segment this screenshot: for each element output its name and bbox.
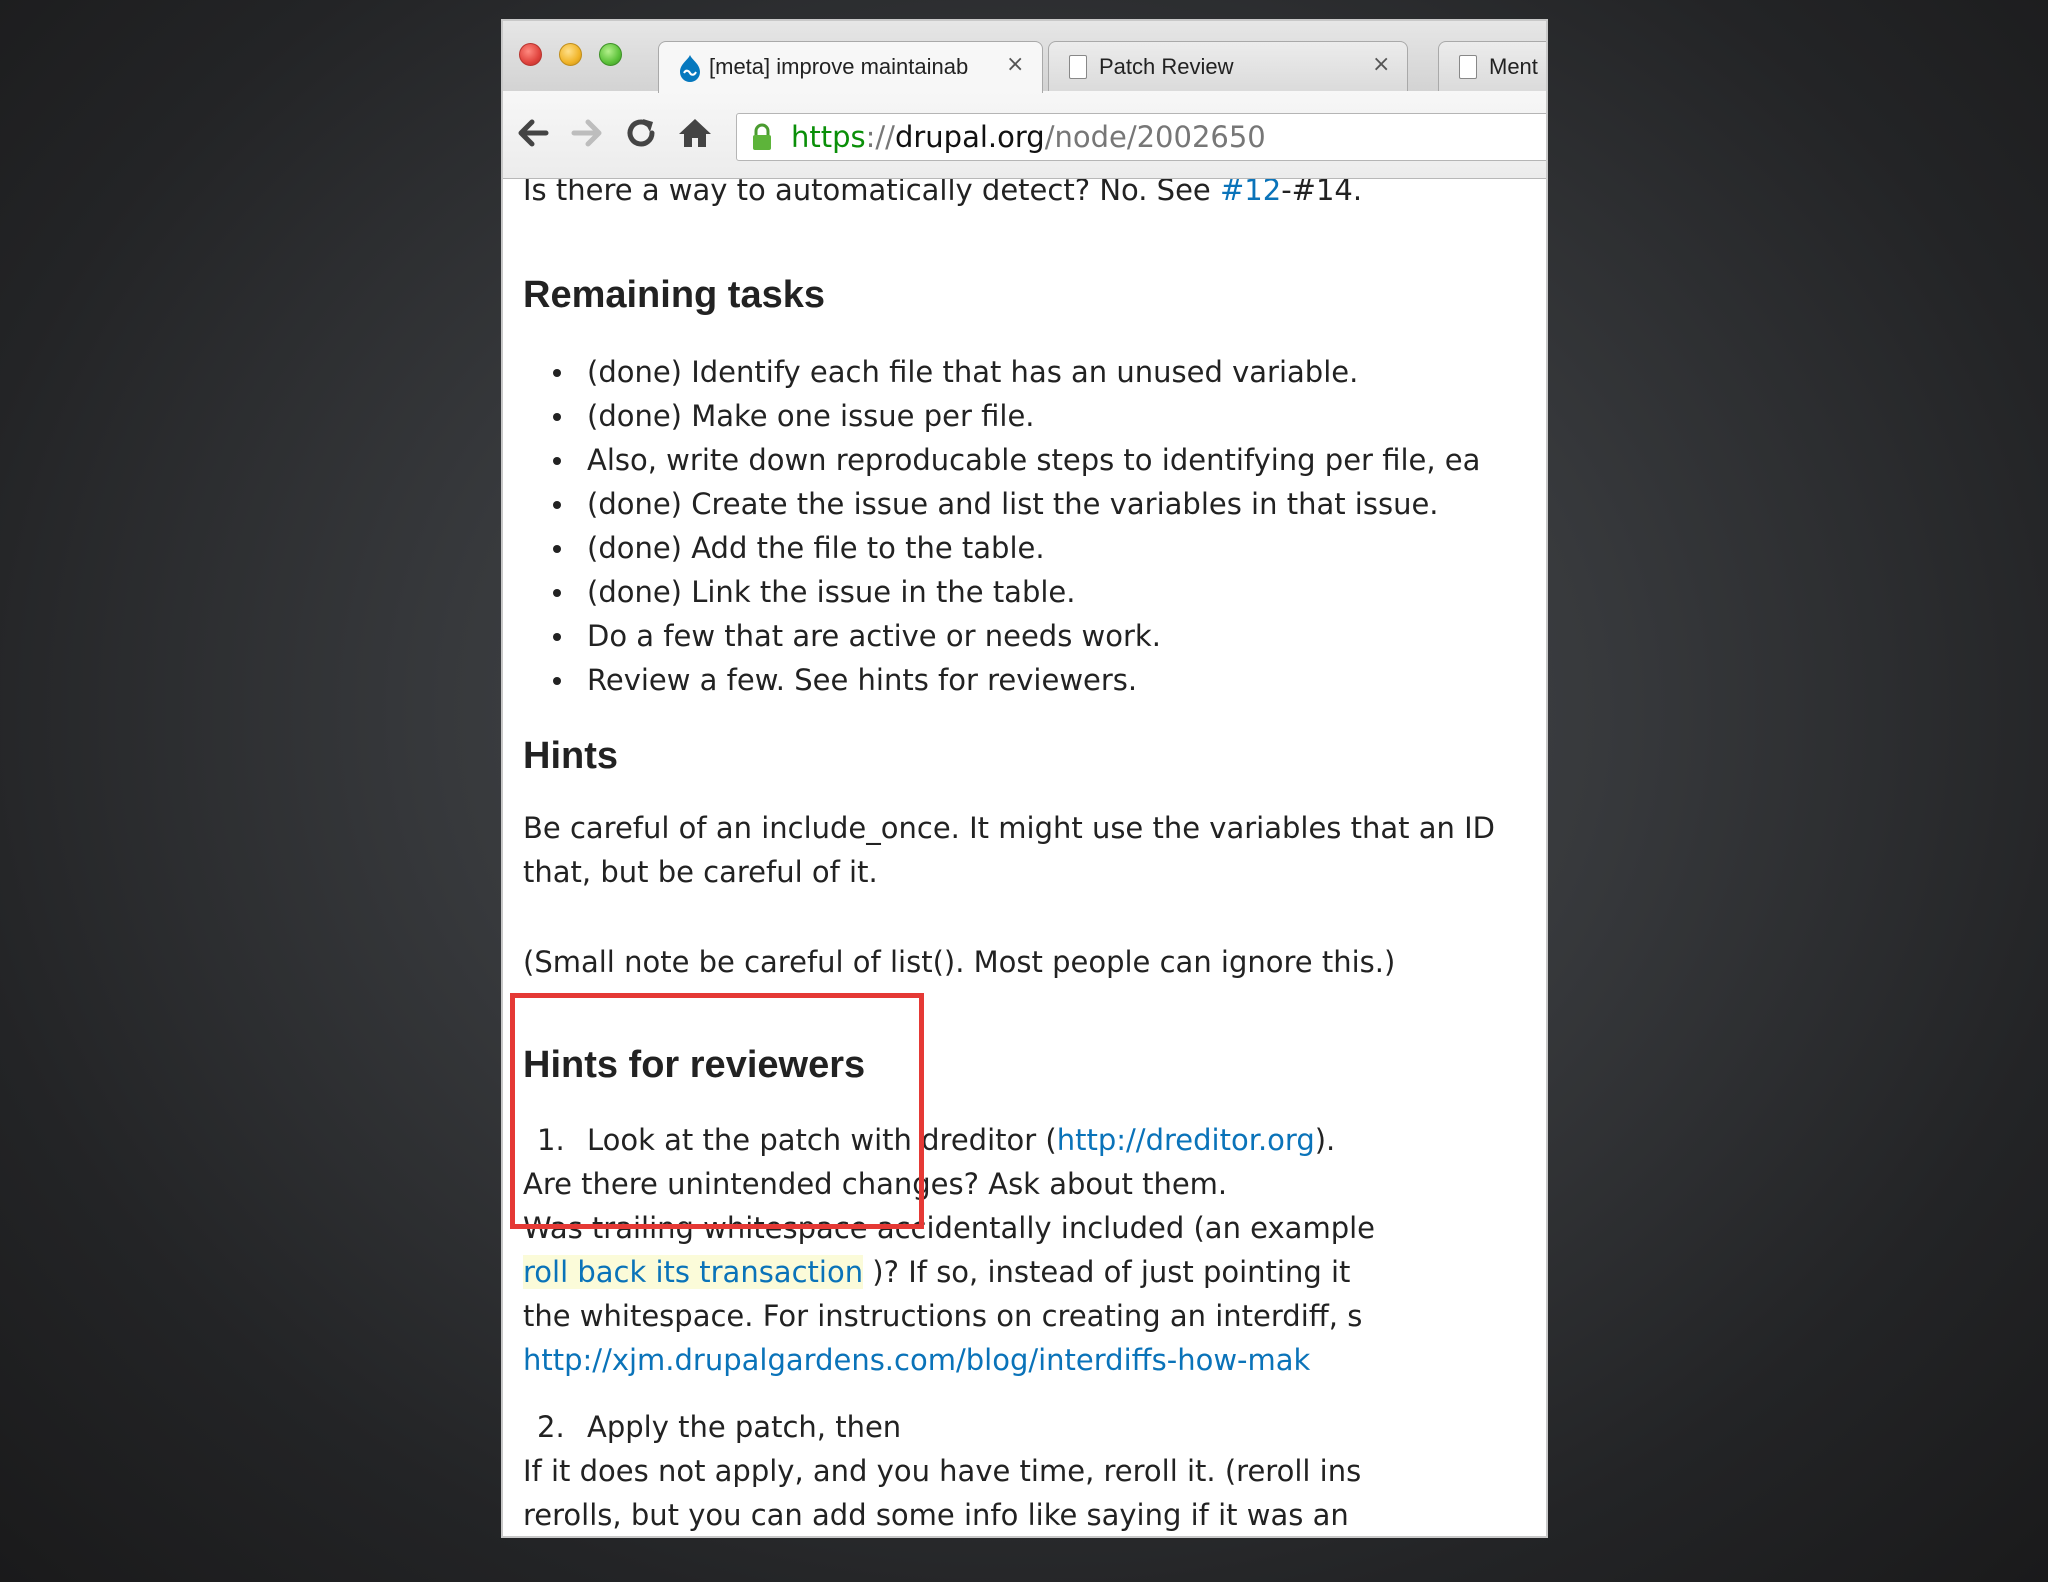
forward-arrow-icon[interactable] xyxy=(567,113,607,153)
back-arrow-icon[interactable] xyxy=(513,113,553,153)
close-tab-icon[interactable]: × xyxy=(1372,52,1391,77)
list-item: (done) Make one issue per file. xyxy=(523,394,1480,438)
tab-patch-review[interactable] xyxy=(1048,41,1408,93)
list-item: Also, write down reproducable steps to identifying per file, ea xyxy=(523,438,1480,482)
step-text: Look at the patch with dreditor (http://dreditor.org). xyxy=(587,1123,1336,1157)
page-viewport[interactable] xyxy=(503,179,1546,1538)
browser-toolbar xyxy=(503,91,1546,179)
interdiff-blog-link[interactable]: http://xjm.drupalgardens.com/blog/interdiffs-how-mak xyxy=(523,1343,1311,1377)
tab-ment[interactable] xyxy=(1438,41,1548,93)
hints-paragraph-line: Be careful of an include_once. It might use the variables that an ID xyxy=(523,811,1495,845)
hints-paragraph-line: that, but be careful of it. xyxy=(523,855,878,889)
comment-12-link[interactable]: #12 xyxy=(1220,179,1282,207)
tab-title: Patch Review xyxy=(1099,54,1234,79)
remaining-tasks-list xyxy=(523,350,1480,702)
list-item: (done) Link the issue in the table. xyxy=(523,570,1480,614)
url-scheme: https xyxy=(791,120,866,154)
hints-heading: Hints xyxy=(523,735,618,777)
list-item: (done) Create the issue and list the variables in that issue. xyxy=(523,482,1480,526)
sub-list-item-continued: rerolls, but you can add some info like saying if it was an xyxy=(523,1498,1349,1532)
sub-list-item-continued: roll back its transaction )? If so, instead of just pointing it xyxy=(523,1255,1351,1289)
url-path: /node/2002650 xyxy=(1044,120,1266,154)
list-item: (done) Identify each file that has an unused variable. xyxy=(523,350,1480,394)
page-icon xyxy=(1069,55,1087,79)
browser-window xyxy=(501,19,1548,1538)
sub-list-item: Was trailing whitespace accidentally included (an example xyxy=(523,1211,1376,1245)
step-number: 2. xyxy=(537,1410,565,1444)
lock-icon xyxy=(751,122,773,152)
sub-list-item: If it does not apply, and you have time, reroll it. (reroll ins xyxy=(523,1454,1362,1488)
url-host: drupal.org xyxy=(894,120,1045,154)
tab-strip xyxy=(503,21,1546,91)
step-text: Apply the patch, then xyxy=(587,1410,902,1444)
list-item: Do a few that are active or needs work. xyxy=(523,614,1480,658)
step-number: 1. xyxy=(537,1123,565,1157)
sub-list-item-continued: the whitespace. For instructions on creating an interdiff, s xyxy=(523,1299,1363,1333)
close-tab-icon[interactable]: × xyxy=(1006,52,1025,77)
minimize-window-button[interactable] xyxy=(559,43,582,66)
url-separator: :// xyxy=(865,120,895,154)
page-icon xyxy=(1459,55,1477,79)
dreditor-link[interactable]: http://dreditor.org xyxy=(1056,1123,1315,1157)
roll-back-transaction-link[interactable]: roll back its transaction xyxy=(523,1255,864,1289)
address-bar[interactable] xyxy=(736,113,1548,161)
remaining-tasks-heading: Remaining tasks xyxy=(523,274,825,316)
list-item: (done) Add the file to the table. xyxy=(523,526,1480,570)
zoom-window-button[interactable] xyxy=(599,43,622,66)
url-text[interactable] xyxy=(791,120,1266,154)
hints-note: (Small note be careful of list(). Most people can ignore this.) xyxy=(523,945,1396,979)
sub-list-item-continued xyxy=(523,1343,1310,1377)
tab-title: [meta] improve maintainab xyxy=(709,54,969,79)
drupal-drop-icon xyxy=(677,54,703,82)
hints-for-reviewers-heading: Hints for reviewers xyxy=(523,1044,866,1086)
list-item: Review a few. See hints for reviewers. xyxy=(523,658,1480,702)
close-window-button[interactable] xyxy=(519,43,542,66)
reload-icon[interactable] xyxy=(621,113,661,153)
intro-text: Is there a way to automatically detect? No. See #12-#14. xyxy=(523,179,1362,207)
tab-meta-improve[interactable] xyxy=(658,41,1043,93)
home-icon[interactable] xyxy=(675,113,715,153)
sub-list-item: Are there unintended changes? Ask about them. xyxy=(523,1167,1228,1201)
tab-title: Ment xyxy=(1489,54,1538,79)
